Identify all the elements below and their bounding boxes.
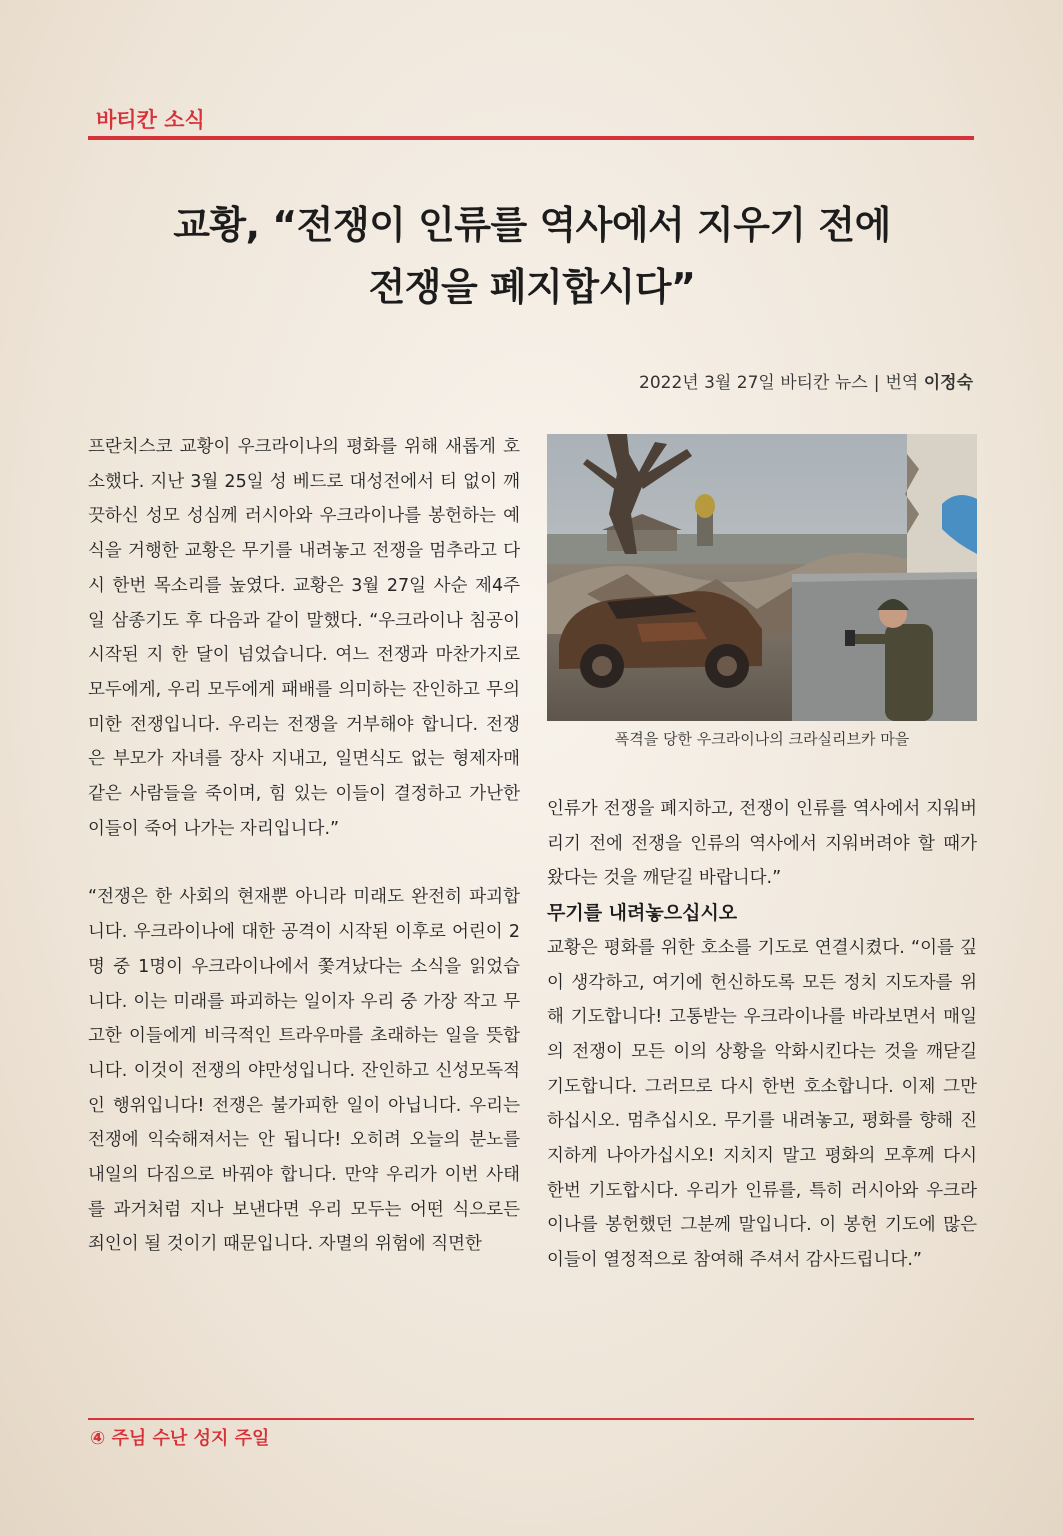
left-paragraph-2: “전쟁은 한 사회의 현재뿐 아니라 미래도 완전히 파괴합니다. 우크라이나에 대한 공격이 시작된 이후로 어린이 2명 중 1명이 우크라이나에서 쫓겨났다는 소식을 읽었습니다. 이는 미래를 파괴하는 일이자 우리 중 가장 작고 무고한 이들에게 비극적인 트라우마를 초래하는 일을 뜻합니다. 이것이 전쟁의 야만성입니다. 잔인하고 신성모독적인 행위입니다! 전쟁은 불가피한 일이 아닙니다. 우리는 전쟁에 익숙해져서는 안 됩니다! 오히려 오늘의 분노를 내일의 다짐으로 바꿔야 합니다. 만약 우리가 이번 사태를 과거처럼 지나 보낸다면 우리 모두는 어떤 식으로든 죄인이 될 것이기 때문입니다. 자멸의 위험에 직면한 xyxy=(88,887,520,1255)
bottom-divider xyxy=(88,1418,974,1420)
right-paragraph-2: 교황은 평화를 위한 호소를 기도로 연결시켰다. “이를 깊이 생각하고, 여기에 헌신하도록 모든 정치 지도자를 위해 기도합니다! 고통받는 우크라이나를 바라보면서 매일의 전쟁이 모든 이의 상황을 악화시킨다는 것을 깨닫길 기도합니다. 그러므로 다시 한번 호소합니다. 이제 그만하십시오. 멈추십시오. 무기를 내려놓고, 평화를 향해 진지하게 나아가십시오! 지치지 말고 평화의 모후께 다시 한번 기도합시다. 우리가 인류를, 특히 러시아와 우크라이나를 봉헌했던 그분께 말입니다. 이 봉헌 기도에 많은 이들이 열정적으로 참여해 주셔서 감사드립니다.” xyxy=(547,937,977,1271)
section-label: 바티칸 소식 xyxy=(96,108,205,132)
right-column xyxy=(547,792,977,1278)
title-line-1: 교황, “전쟁이 인류를 역사에서 지우기 전에 xyxy=(173,203,891,247)
page-footer: ④ 주님 수난 성지 주일 xyxy=(90,1428,270,1449)
byline-translator-name: 이정숙 xyxy=(923,373,973,393)
article-photo xyxy=(547,434,977,721)
right-paragraph-1: 인류가 전쟁을 폐지하고, 전쟁이 인류를 역사에서 지워버리기 전에 전쟁을 인류의 역사에서 지워버려야 할 때가 왔다는 것을 깨닫길 바랍니다.” xyxy=(547,799,977,889)
left-column xyxy=(88,430,520,1262)
war-ruins-image xyxy=(547,434,977,721)
photo-caption: 폭격을 당한 우크라이나의 크라실리브카 마을 xyxy=(614,730,910,748)
subheading: 무기를 내려놓으십시오 xyxy=(547,902,738,925)
byline-separator: | xyxy=(873,373,880,393)
left-paragraph-1: 프란치스코 교황이 우크라이나의 평화를 위해 새롭게 호소했다. 지난 3월 25일 성 베드로 대성전에서 티 없이 깨끗하신 성모 성심께 러시아와 우크라이나를 봉헌하는 예식을 거행한 교황은 무기를 내려놓고 전쟁을 멈추라고 다시 한번 목소리를 높였다. 교황은 3월 27일 사순 제4주일 삼종기도 후 다음과 같이 말했다. “우크라이나 침공이 시작된 지 한 달이 넘었습니다. 여느 전쟁과 마찬가지로 모두에게, 우리 모두에게 패배를 의미하는 잔인하고 무의미한 전쟁입니다. 우리는 전쟁을 거부해야 합니다. 전쟁은 부모가 자녀를 장사 지내고, 일면식도 없는 형제자매 같은 사람들을 죽이며, 힘 있는 이들이 결정하고 가난한 이들이 죽어 나가는 자리입니다.” xyxy=(88,437,520,839)
byline-date-source: 2022년 3월 27일 바티칸 뉴스 xyxy=(639,373,868,393)
byline xyxy=(639,368,973,393)
title-line-2: 전쟁을 폐지합시다” xyxy=(368,265,696,309)
article-title xyxy=(60,194,1004,318)
top-divider xyxy=(88,136,974,140)
byline-translator-prefix: 번역 xyxy=(885,373,919,393)
